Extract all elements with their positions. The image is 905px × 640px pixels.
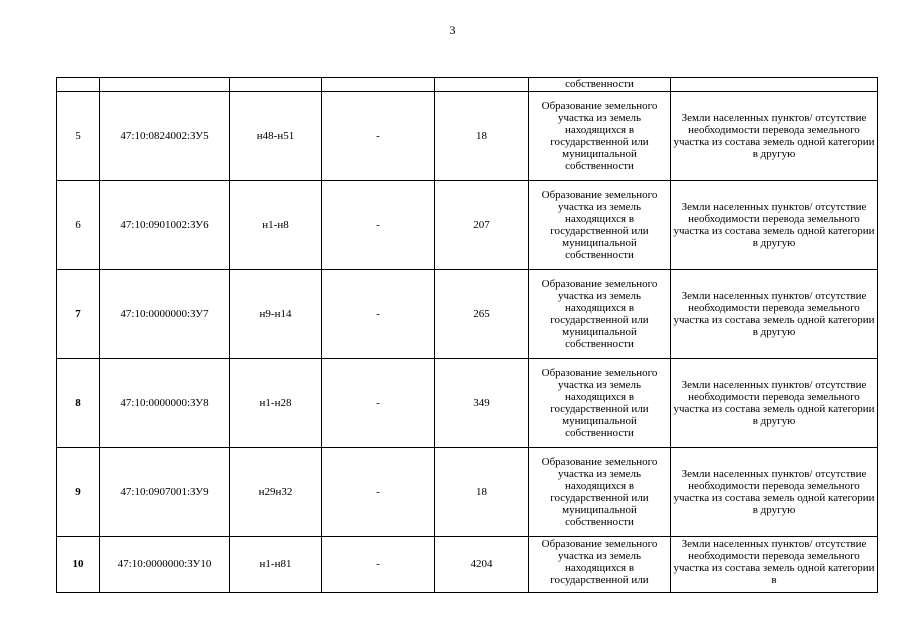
cell-area: 18 [435,448,529,537]
cell-category [671,78,878,92]
cell-num [57,78,100,92]
table-row [57,537,878,593]
cell-cadastral: 47:10:0824002:ЗУ5 [100,92,230,181]
cell-category: Земли населенных пунктов/ отсутствие необходимости перевода земельного участка из состава земель одной категории в другую [671,181,878,270]
cell-cadastral: 47:10:0000000:ЗУ10 [100,537,230,593]
cell-points: н9-н14 [230,270,322,359]
cell-points: н29н32 [230,448,322,537]
cell-num: 8 [57,359,100,448]
cell-points: н1-н28 [230,359,322,448]
cell-cadastral [100,78,230,92]
cell-purpose: Образование земельного участка из земель находящихся в государственной или муниципальной собственности [529,181,671,270]
cell-dash [322,78,435,92]
table-row [57,359,878,448]
cell-area [435,78,529,92]
cell-dash: - [322,448,435,537]
cell-num: 5 [57,92,100,181]
table-row [57,448,878,537]
cell-category: Земли населенных пунктов/ отсутствие необходимости перевода земельного участка из состава земель одной категории в другую [671,359,878,448]
cell-area: 4204 [435,537,529,593]
cell-area: 18 [435,92,529,181]
cell-cadastral: 47:10:0000000:ЗУ7 [100,270,230,359]
cell-purpose [529,537,671,593]
table-row [57,92,878,181]
cell-num: 9 [57,448,100,537]
land-plots-table [56,77,878,593]
cell-dash: - [322,537,435,593]
cell-purpose: собственности [529,78,671,92]
table-row [57,181,878,270]
cell-category [671,537,878,593]
cell-dash: - [322,359,435,448]
cell-category: Земли населенных пунктов/ отсутствие необходимости перевода земельного участка из состава земель одной категории в другую [671,448,878,537]
cell-cadastral: 47:10:0901002:ЗУ6 [100,181,230,270]
cell-cadastral: 47:10:0907001:ЗУ9 [100,448,230,537]
cell-points: н1-н81 [230,537,322,593]
cell-dash: - [322,92,435,181]
cell-category-text: Земли населенных пунктов/ отсутствие необходимости перевода земельного участка из состава земель одной категории в [673,537,875,586]
cell-points: н1-н8 [230,181,322,270]
table-row-continuation [57,78,878,92]
cell-category: Земли населенных пунктов/ отсутствие необходимости перевода земельного участка из состава земель одной категории в другую [671,92,878,181]
cell-num: 10 [57,537,100,593]
cell-num: 6 [57,181,100,270]
cell-area: 349 [435,359,529,448]
cell-area: 207 [435,181,529,270]
page-number: 3 [449,23,456,37]
cell-num: 7 [57,270,100,359]
cell-area: 265 [435,270,529,359]
cell-category: Земли населенных пунктов/ отсутствие необходимости перевода земельного участка из состава земель одной категории в другую [671,270,878,359]
cell-cadastral: 47:10:0000000:ЗУ8 [100,359,230,448]
cell-points: н48-н51 [230,92,322,181]
cell-purpose: Образование земельного участка из земель находящихся в государственной или муниципальной собственности [529,270,671,359]
cell-purpose: Образование земельного участка из земель находящихся в государственной или муниципальной собственности [529,448,671,537]
cell-dash: - [322,181,435,270]
cell-purpose: Образование земельного участка из земель находящихся в государственной или муниципальной собственности [529,92,671,181]
table-row [57,270,878,359]
cell-purpose: Образование земельного участка из земель находящихся в государственной или муниципальной собственности [529,359,671,448]
cell-purpose-text: Образование земельного участка из земель находящихся в государственной или [541,537,658,586]
cell-dash: - [322,270,435,359]
cell-points [230,78,322,92]
